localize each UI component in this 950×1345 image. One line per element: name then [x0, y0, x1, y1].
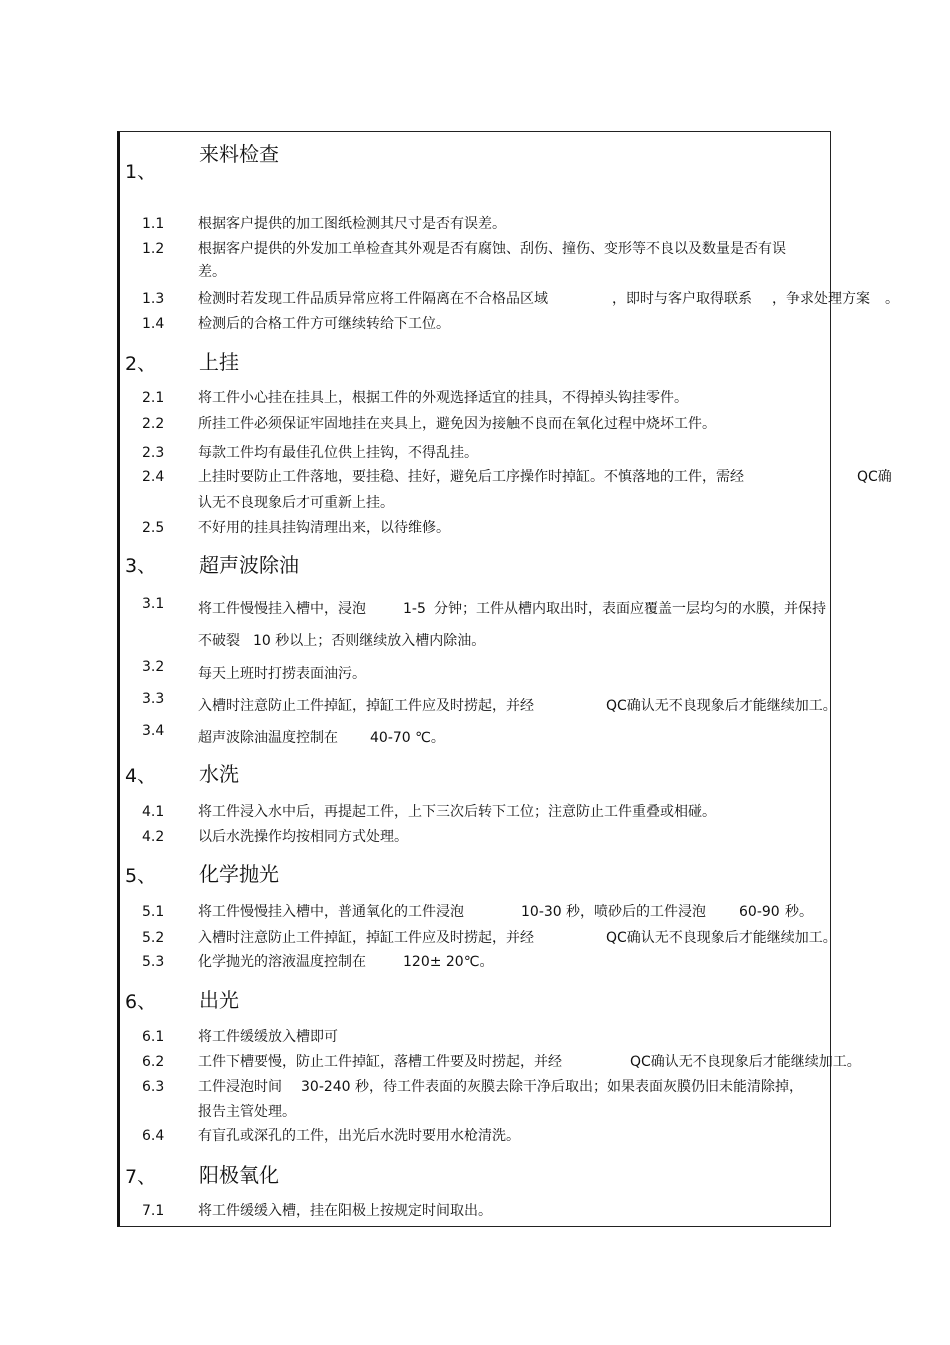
item-number: 3.4 — [142, 723, 165, 739]
item-text: 入槽时注意防止工件掉缸，掉缸工件应及时捞起，并经 — [198, 698, 534, 714]
section-title: 出光 — [199, 988, 239, 1012]
item-text: QC确认无不良现象后才能继续加工。 — [606, 698, 837, 714]
item-text: 10-30 — [521, 904, 562, 920]
item-number: 2.1 — [142, 390, 165, 406]
section-number: 4、 — [125, 765, 157, 787]
item-number: 4.1 — [142, 804, 165, 820]
item-text: 所挂工件必须保证牢固地挂在夹具上，避免因为接触不良而在氧化过程中烧坏工件。 — [198, 416, 716, 432]
item-number: 3.1 — [142, 596, 165, 612]
item-text: 超声波除油温度控制在 — [198, 730, 338, 746]
item-text: 将工件慢慢挂入槽中，普通氧化的工件浸泡 — [198, 904, 464, 920]
item-number: 2.5 — [142, 520, 165, 536]
item-text: 30-240 — [301, 1079, 351, 1095]
item-number: 1.3 — [142, 291, 165, 307]
item-number: 6.4 — [142, 1128, 165, 1144]
section-title: 化学抛光 — [199, 862, 279, 886]
item-text: ，即时与客户取得联系 — [612, 291, 752, 307]
item-text: QC确认无不良现象后才能继续加工。 — [606, 930, 837, 946]
item-text: 根据客户提供的外发加工单检查其外观是否有腐蚀、刮伤、撞伤、变形等不良以及数量是否有误 — [198, 241, 786, 257]
item-text-continued: 报告主管处理。 — [198, 1104, 296, 1120]
item-text: QC确 — [857, 469, 892, 485]
item-text: 将工件缓缓入槽，挂在阳极上按规定时间取出。 — [198, 1203, 492, 1219]
section-title: 阳极氧化 — [199, 1163, 279, 1187]
item-text: 每天上班时打捞表面油污。 — [198, 666, 366, 682]
section-title: 超声波除油 — [199, 553, 299, 577]
item-text: 根据客户提供的加工图纸检测其尺寸是否有误差。 — [198, 216, 506, 232]
item-number: 2.4 — [142, 469, 165, 485]
item-text: 不好用的挂具挂钩清理出来，以待维修。 — [198, 520, 450, 536]
item-number: 4.2 — [142, 829, 165, 845]
item-text: QC确认无不良现象后才能继续加工。 — [630, 1054, 861, 1070]
item-text: 分钟；工件从槽内取出时，表面应覆盖一层均匀的水膜，并保持 — [434, 601, 826, 617]
item-text: 有盲孔或深孔的工件，出光后水洗时要用水枪清洗。 — [198, 1128, 520, 1144]
section-number: 1、 — [125, 161, 157, 183]
item-text: 将工件缓缓放入槽即可 — [198, 1029, 338, 1045]
item-text: 将工件浸入水中后，再提起工件，上下三次后转下工位；注意防止工件重叠或相碰。 — [198, 804, 716, 820]
item-text: 以后水洗操作均按相同方式处理。 — [198, 829, 408, 845]
item-number: 1.4 — [142, 316, 165, 332]
item-text: 工件下槽要慢，防止工件掉缸，落槽工件要及时捞起，并经 — [198, 1054, 562, 1070]
item-text: 秒。 — [785, 904, 813, 920]
item-text: 将工件小心挂在挂具上，根据工件的外观选择适宜的挂具，不得掉头钩挂零件。 — [198, 390, 688, 406]
item-text: 120± 20℃。 — [403, 954, 494, 970]
item-text: 1-5 — [403, 601, 426, 617]
section-number: 6、 — [125, 991, 157, 1013]
item-text: 60-90 — [739, 904, 780, 920]
item-text: ，争求处理方案 — [772, 291, 870, 307]
section-title: 水洗 — [199, 762, 239, 786]
section-number: 5、 — [125, 865, 157, 887]
item-text: 秒，喷砂后的工件浸泡 — [566, 904, 706, 920]
item-number: 5.3 — [142, 954, 165, 970]
item-text-continued: 10 秒以上；否则继续放入槽内除油。 — [253, 633, 486, 649]
item-number: 5.2 — [142, 930, 165, 946]
section-number: 2、 — [125, 353, 157, 375]
item-text: 40-70 ℃。 — [370, 730, 445, 746]
item-text: 。 — [885, 291, 899, 307]
item-text: 每款工件均有最佳孔位供上挂钩，不得乱挂。 — [198, 445, 478, 461]
item-text: 入槽时注意防止工件掉缸，掉缸工件应及时捞起，并经 — [198, 930, 534, 946]
item-text: 上挂时要防止工件落地，要挂稳、挂好，避免后工序操作时掉缸。不慎落地的工件，需经 — [198, 469, 744, 485]
item-text: 将工件慢慢挂入槽中，浸泡 — [198, 601, 366, 617]
item-number: 1.1 — [142, 216, 165, 232]
item-text: 检测时若发现工件品质异常应将工件隔离在不合格品区域 — [198, 291, 548, 307]
item-text-continued: 认无不良现象后才可重新上挂。 — [198, 495, 394, 511]
section-number: 3、 — [125, 555, 157, 577]
item-number: 1.2 — [142, 241, 165, 257]
item-number: 6.2 — [142, 1054, 165, 1070]
section-number: 7、 — [125, 1166, 157, 1188]
item-text: 秒，待工件表面的灰膜去除干净后取出；如果表面灰膜仍旧未能清除掉， — [355, 1079, 803, 1095]
item-number: 2.3 — [142, 445, 165, 461]
item-text-continued: 不破裂 — [198, 633, 240, 649]
item-text: 化学抛光的溶液温度控制在 — [198, 954, 366, 970]
section-title: 上挂 — [199, 350, 239, 374]
item-number: 6.3 — [142, 1079, 165, 1095]
item-number: 3.3 — [142, 691, 165, 707]
item-number: 6.1 — [142, 1029, 165, 1045]
item-number: 3.2 — [142, 659, 165, 675]
item-number: 7.1 — [142, 1203, 165, 1219]
item-text-continued: 差。 — [198, 264, 226, 280]
section-title: 来料检查 — [199, 142, 279, 166]
item-number: 2.2 — [142, 416, 165, 432]
item-text: 检测后的合格工件方可继续转给下工位。 — [198, 316, 450, 332]
item-number: 5.1 — [142, 904, 165, 920]
item-text: 工件浸泡时间 — [198, 1079, 282, 1095]
